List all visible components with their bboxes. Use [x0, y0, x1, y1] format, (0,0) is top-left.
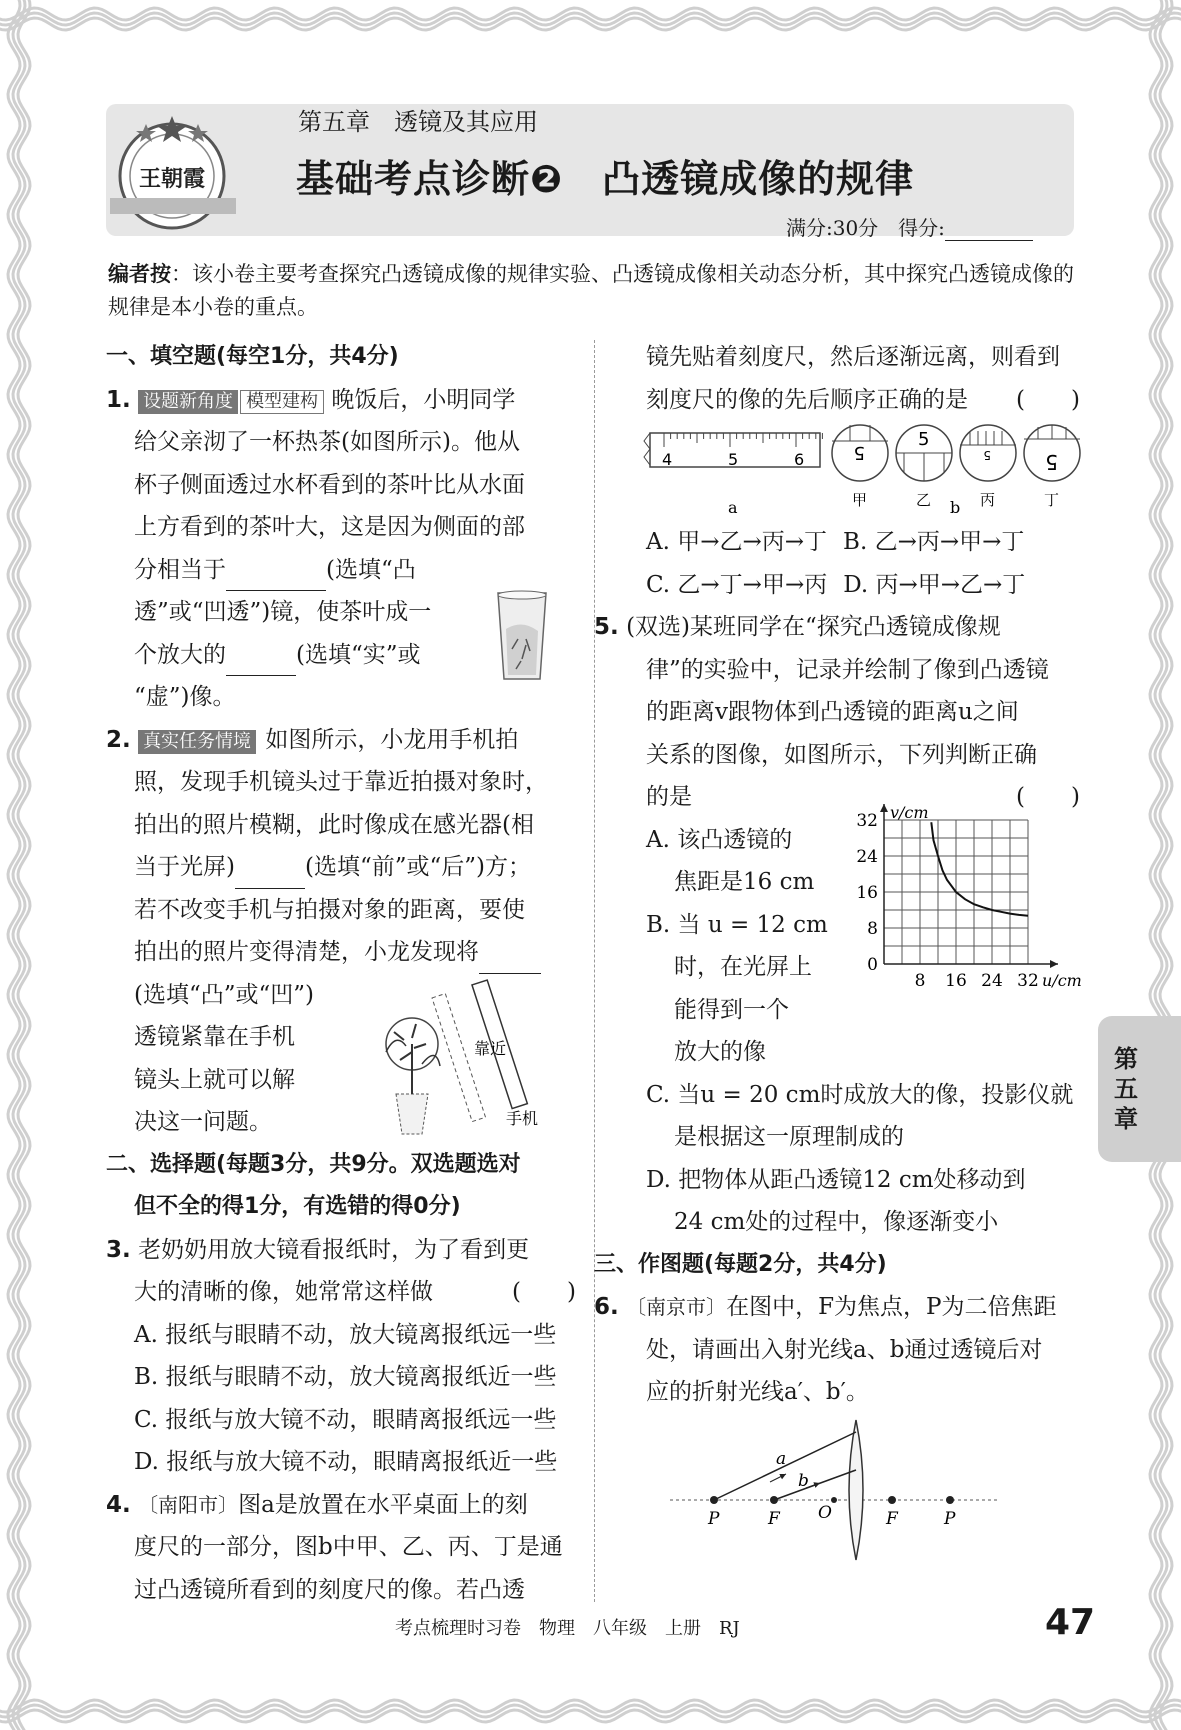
fig-b-label: b [950, 498, 961, 517]
q3-line: 大的清晰的像，她常常这样做 [134, 1279, 433, 1305]
side-tab-char: 第 [1114, 1045, 1138, 1073]
q1-blank-lens[interactable] [226, 566, 326, 591]
q1-line: 杯子侧面透过水杯看到的茶叶比从水面 [134, 471, 525, 498]
q4-option-c[interactable]: C. 乙→丁→甲→丙 [646, 571, 828, 598]
q4-line: 镜先贴着刻度尺，然后逐渐远离，则看到 [646, 344, 1060, 370]
q4-option-b[interactable]: B. 乙→丙→甲→丁 [843, 529, 1025, 555]
point-label-f-right: F [886, 1508, 898, 1529]
uv-chart [842, 803, 1082, 1014]
question-3 [106, 1229, 576, 1484]
q5-option-b-cont: 能得到一个 [674, 996, 789, 1023]
x-axis-label: u/cm [1042, 971, 1082, 990]
q1-tag-model: 模型建构 [240, 390, 324, 414]
ruler-tick-label: 6 [794, 450, 805, 469]
q2-tag-real-task: 真实任务情境 [138, 730, 256, 754]
q2-line: 决这一问题。 [134, 1109, 272, 1135]
q5-answer-paren[interactable]: ( ) [1016, 784, 1080, 810]
circle-number: 5 [853, 442, 865, 463]
q5-number: 5. [594, 614, 619, 640]
data-series-line [931, 822, 1028, 916]
svg-text:王朝霞: 王朝霞 [138, 166, 206, 192]
q2-line: 拍出的照片变得清楚，小龙发现将 [134, 939, 479, 965]
publisher-logo [108, 110, 238, 235]
q3-option-d[interactable]: D. 报纸与放大镜不动，眼睛离报纸近一些 [134, 1449, 558, 1475]
q2-line: 当于光屏) [134, 854, 235, 880]
page-number: 47 [1045, 1602, 1096, 1643]
point-label-f: F [768, 1508, 780, 1529]
ruler-tick-label: 5 [728, 450, 739, 469]
q4-number: 4. [106, 1491, 131, 1518]
section-drawing-title: 三、作图题(每题2分，共4分) [594, 1251, 887, 1277]
q4-line: 过凸透镜所看到的刻度尺的像。若凸透 [134, 1576, 525, 1603]
q5-line: 关系的图像，如图所示，下列判断正确 [646, 741, 1037, 768]
q3-option-c[interactable]: C. 报纸与放大镜不动，眼睛离报纸远一些 [134, 1406, 557, 1433]
x-axis-arrow [1050, 960, 1058, 968]
q2-blank-position[interactable] [235, 864, 305, 889]
section-choice-title: 二、选择题(每题3分，共9分。双选题选对 [106, 1151, 521, 1177]
point-label-o: O [818, 1502, 832, 1523]
q5-option-d-cont: 24 cm处的过程中，像逐渐变小 [674, 1209, 999, 1235]
q3-answer-paren[interactable]: ( ) [512, 1279, 576, 1305]
q3-number: 3. [106, 1236, 131, 1263]
q1-line: (选填“实”或 [296, 641, 421, 668]
q1-line: 透”或“凹透”)镜，使茶叶成一 [134, 599, 432, 625]
q1-line: 个放大的 [134, 641, 226, 668]
circle-label: 乙 [916, 491, 932, 509]
circle-jia [832, 425, 888, 509]
q4-line: 度尺的一部分，图b中甲、乙、丙、丁是通 [134, 1534, 563, 1560]
circle-label: 丙 [980, 491, 996, 509]
q1-line: “虚”)像。 [134, 684, 236, 710]
circle-yi [896, 425, 952, 509]
y-axis-label: v/cm [890, 803, 929, 822]
circle-number: 5 [983, 448, 991, 462]
q5-line: 的距离v跟物体到凸透镜的距离u之间 [646, 699, 1019, 725]
q1-tag-new-angle: 设题新角度 [138, 390, 238, 414]
q2-line: 镜头上就可以解 [134, 1066, 295, 1093]
plant-icon [386, 1018, 440, 1134]
q5-option-b-cont: 时，在光屏上 [674, 954, 812, 980]
q1-line: 上方看到的茶叶大，这是因为侧面的部 [134, 514, 525, 540]
q1-line: 晚饭后，小明同学 [331, 386, 516, 413]
point-label-p: P [708, 1508, 720, 1529]
q5-line: (双选)某班同学在“探究凸透镜成像规 [626, 614, 1001, 640]
ray-label-b: b [798, 1470, 809, 1491]
q4-option-d[interactable]: D. 丙→甲→乙→丁 [843, 571, 1026, 598]
question-4 [106, 1484, 576, 1612]
fig-label-phone: 手机 [506, 1108, 539, 1128]
ruler-figure [644, 433, 822, 517]
question-2 [106, 719, 576, 1144]
y-tick-label: 8 [867, 919, 878, 939]
q3-option-b[interactable]: B. 报纸与眼睛不动，放大镜离报纸近一些 [134, 1364, 557, 1390]
circle-ding [1024, 425, 1080, 509]
circle-bing [960, 425, 1016, 509]
convex-lens [849, 1420, 863, 1560]
q5-option-a-cont: 焦距是16 cm [674, 869, 815, 895]
q5-option-c[interactable]: C. 当u = 20 cm时成放大的像，投影仪就 [646, 1081, 1074, 1108]
q1-line: 给父亲沏了一杯热茶(如图所示)。他从 [134, 429, 520, 455]
side-tab-char: 章 [1114, 1105, 1138, 1133]
phone-plant-figure [356, 974, 556, 1149]
q6-source: 〔南京市〕 [626, 1295, 727, 1319]
ray-label-a: a [776, 1448, 787, 1469]
side-tab-char: 五 [1114, 1075, 1138, 1103]
q6-line: 处，请画出入射光线a、b通过透镜后对 [646, 1336, 1043, 1363]
q2-line: 若不改变手机与拍摄对象的距离，要使 [134, 896, 525, 923]
q6-line: 在图中，F为焦点，P为二倍焦距 [726, 1294, 1057, 1320]
ruler-lens-figure [634, 421, 1094, 521]
y-tick-label: 16 [856, 883, 878, 903]
lens-ray-figure[interactable] [670, 1420, 1070, 1570]
q1-number: 1. [106, 386, 131, 413]
q5-line: 律”的实验中，记录并绘制了像到凸透镜 [646, 656, 1049, 683]
chapter-side-tab-label [1112, 1044, 1140, 1134]
q6-line: 应的折射光线a′、b′。 [646, 1379, 869, 1405]
question-6 [594, 1286, 1080, 1570]
y-tick-label: 24 [856, 847, 878, 867]
question-1 [106, 379, 576, 719]
q4-line: 图a是放置在水平桌面上的刻 [238, 1491, 528, 1518]
score-label: 满分:30分 得分: [786, 216, 945, 240]
circle-number: 5 [1045, 450, 1058, 474]
q4-source: 〔南阳市〕 [138, 1492, 239, 1517]
y-tick-label: 32 [856, 811, 878, 831]
lens-images-figure [832, 425, 1080, 517]
circle-label: 甲 [852, 491, 868, 509]
q4-option-a[interactable]: A. 甲→乙→丙→丁 [646, 529, 828, 555]
q5-option-d[interactable]: D. 把物体从距凸透镜12 cm处移动到 [646, 1166, 1026, 1193]
q1-line: 分相当于 [134, 556, 226, 583]
q5-option-b-cont: 放大的像 [674, 1039, 766, 1065]
score-field [786, 212, 1033, 241]
fig-a-label: a [728, 498, 738, 517]
q5-option-c-cont: 是根据这一原理制成的 [674, 1124, 904, 1150]
section-fill-blank-title: 一、填空题(每空1分，共4分) [106, 344, 399, 369]
q3-line: 老奶奶用放大镜看报纸时，为了看到更 [138, 1236, 530, 1263]
q2-line: 透镜紧靠在手机 [134, 1024, 295, 1050]
q2-number: 2. [106, 726, 131, 753]
q4-line: 刻度尺的像的先后顺序正确的是 [646, 386, 968, 413]
q6-number: 6. [594, 1294, 619, 1320]
footer-text: 考点梳理时习卷 物理 八年级 上册 RJ [395, 1618, 740, 1639]
q4-answer-paren[interactable]: ( ) [1016, 386, 1080, 413]
circle-label: 丁 [1044, 491, 1060, 509]
editor-note-text: ：该小卷主要考查探究凸透镜成像的规律实验、凸透镜成像相关动态分析，其中探究凸透镜成像的规律是本小卷的重点。 [108, 262, 1074, 319]
column-divider [594, 340, 595, 1602]
q1-blank-image[interactable] [226, 651, 296, 676]
q2-line: 如图所示，小龙用手机拍 [265, 726, 519, 753]
ruler-tick-label: 4 [662, 450, 673, 469]
score-blank[interactable] [945, 222, 1033, 241]
question-5 [594, 606, 1082, 1244]
y-tick-label: 0 [867, 955, 878, 975]
q2-line: 照，发现手机镜头过于靠近拍摄对象时， [134, 769, 548, 795]
chapter-label: 第五章 透镜及其应用 [298, 108, 538, 136]
q5-option-a[interactable]: A. 该凸透镜的 [646, 826, 793, 853]
q5-line: 的是 [646, 784, 692, 810]
x-tick-label: 16 [945, 971, 967, 991]
x-tick-label: 8 [914, 971, 926, 991]
q5-option-b[interactable]: B. 当 u = 12 cm [646, 911, 828, 938]
x-tick-label: 32 [1017, 971, 1039, 991]
tea-cup-figure [492, 589, 552, 684]
right-column [594, 336, 1082, 1570]
point-label-p-right: P [944, 1508, 956, 1529]
q2-blank-lens[interactable] [479, 949, 541, 974]
editor-note-label: 编者按 [108, 262, 171, 286]
fig-label-near: 靠近 [474, 1038, 507, 1058]
circle-number: 5 [918, 429, 930, 450]
editor-note [108, 258, 1078, 324]
left-column [106, 336, 576, 1611]
section-choice-subtitle: 但不全的得1分，有选错的得0分) [134, 1194, 461, 1219]
page-title: 基础考点诊断❷ 凸透镜成像的规律 [296, 157, 915, 201]
q2-line: 拍出的照片模糊，此时像成在感光器(相 [134, 811, 534, 838]
x-tick-label: 24 [981, 971, 1003, 991]
q2-line: (选填“前”或“后”)方； [304, 854, 531, 880]
q2-line: (选填“凸”或“凹”) [134, 981, 314, 1008]
q3-option-a[interactable]: A. 报纸与眼睛不动，放大镜离报纸远一些 [134, 1321, 557, 1348]
q1-line: (选填“凸 [326, 556, 416, 583]
